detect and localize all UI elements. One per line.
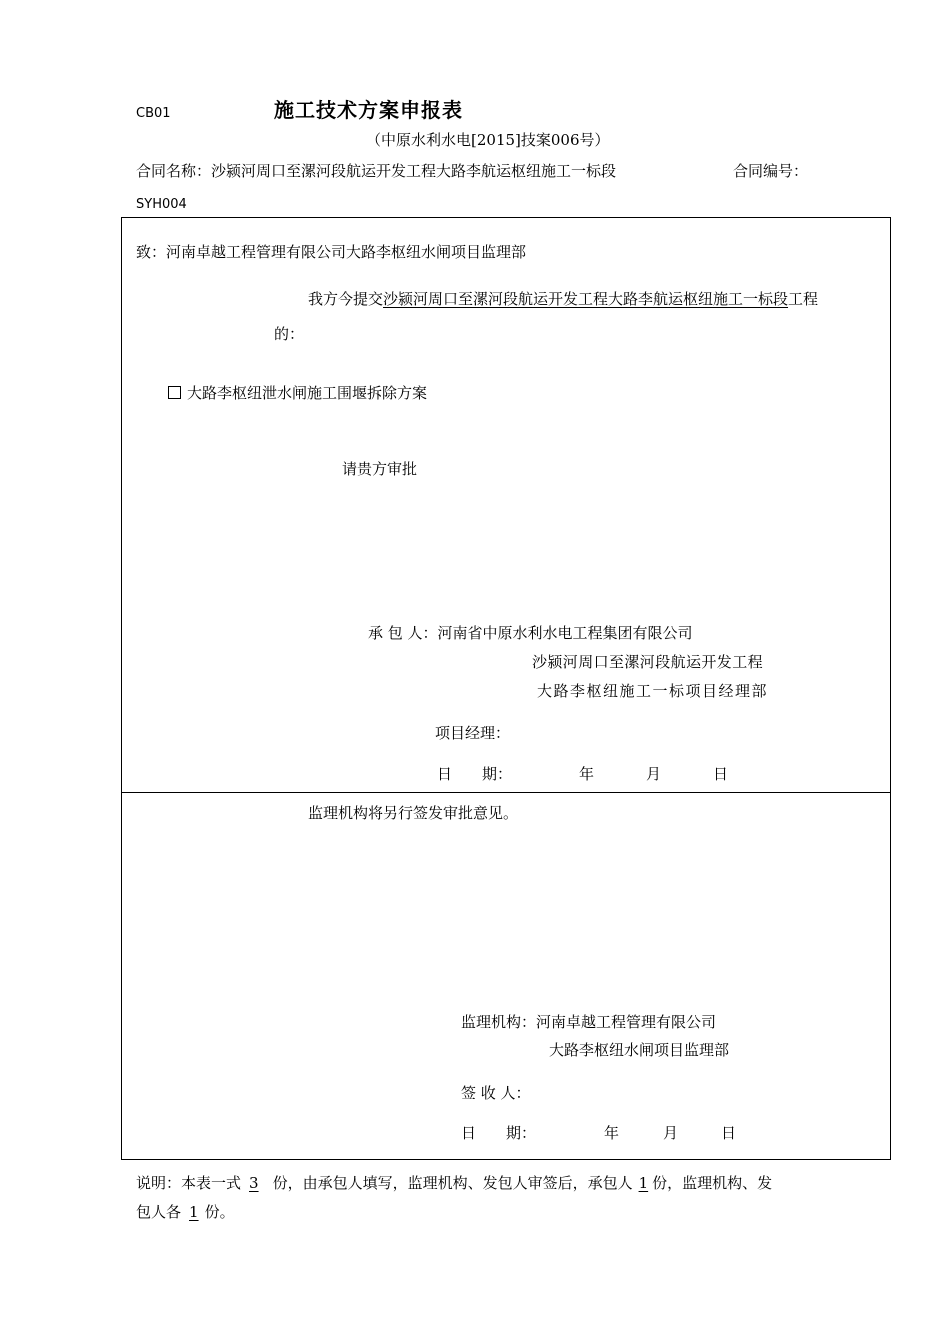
contractor-label: 承 包 人： [368, 624, 438, 642]
contractor-row [368, 626, 693, 641]
receiver-label: 签 收 人： [461, 1084, 531, 1102]
contract-name-label: 合同名称： [136, 162, 212, 180]
contract-no-label: 合同编号： [733, 162, 809, 180]
supervisor-dept: 大路李枢纽水闸项目监理部 [549, 1041, 730, 1059]
contract-name-value: 沙颍河周口至漯河段航运开发工程大路李航运枢纽施工一标段 [211, 162, 617, 180]
contractor-dept-line2: 大路李枢纽施工一标项目经理部 [537, 682, 769, 700]
note-copies-total: 3 [249, 1174, 259, 1192]
section-divider [121, 792, 891, 793]
note-copies-contractor: 1 [638, 1174, 649, 1192]
supervisor-label: 监理机构： [461, 1013, 537, 1031]
note-text-1: 说明：本表一式 [136, 1174, 242, 1192]
supervisor-date-day: 日 [721, 1124, 737, 1142]
note-text-2: 份，由承包人填写，监理机构、发包人审签后，承包人 [272, 1174, 633, 1192]
supervisor-date-label: 日 期： [461, 1124, 537, 1142]
contractor-date-label: 日 期： [437, 765, 513, 783]
project-manager-label: 项目经理： [435, 724, 511, 742]
contractor-date-month: 月 [646, 765, 662, 783]
supervisor-date-month: 月 [663, 1124, 679, 1142]
form-code: CB01 [136, 106, 171, 121]
contractor-name: 河南省中原水利水电工程集团有限公司 [437, 624, 693, 642]
submission-line [308, 292, 818, 307]
submission-prefix: 我方今提交 [308, 290, 384, 308]
note-text-5: 份。 [204, 1203, 235, 1221]
approval-request: 请贵方审批 [342, 460, 418, 478]
supervisor-row [461, 1015, 716, 1030]
supervisor-date-year: 年 [604, 1124, 620, 1142]
addressee-line: 致：河南卓越工程管理有限公司大路李枢纽水闸项目监理部 [136, 243, 527, 261]
document-number: （中原水利水电[2015]技案006号） [366, 131, 610, 149]
plan-item [168, 386, 427, 401]
supervisor-name: 河南卓越工程管理有限公司 [536, 1013, 717, 1031]
submission-continuation: 的： [274, 325, 305, 343]
contract-name-row [136, 164, 616, 179]
submission-project: 沙颍河周口至漯河段航运开发工程大路李航运枢纽施工一标段 [383, 290, 789, 308]
supervision-opinion: 监理机构将另行签发审批意见。 [308, 804, 519, 822]
note-text-4: 包人各 [136, 1203, 182, 1221]
note-line1 [136, 1176, 772, 1191]
note-copies-each: 1 [189, 1203, 199, 1221]
checkbox-icon[interactable] [168, 386, 181, 399]
page-title: 施工技术方案申报表 [274, 98, 463, 122]
note-text-3: 份，监理机构、发 [652, 1174, 773, 1192]
contractor-dept-line1: 沙颍河周口至漯河段航运开发工程 [532, 653, 764, 671]
submission-suffix: 工程 [788, 290, 819, 308]
contract-no-value: SYH004 [136, 197, 187, 212]
contractor-date-year: 年 [579, 765, 595, 783]
note-line2 [136, 1205, 235, 1220]
contractor-date-day: 日 [713, 765, 729, 783]
plan-item-label: 大路李枢纽泄水闸施工围堰拆除方案 [187, 384, 428, 402]
